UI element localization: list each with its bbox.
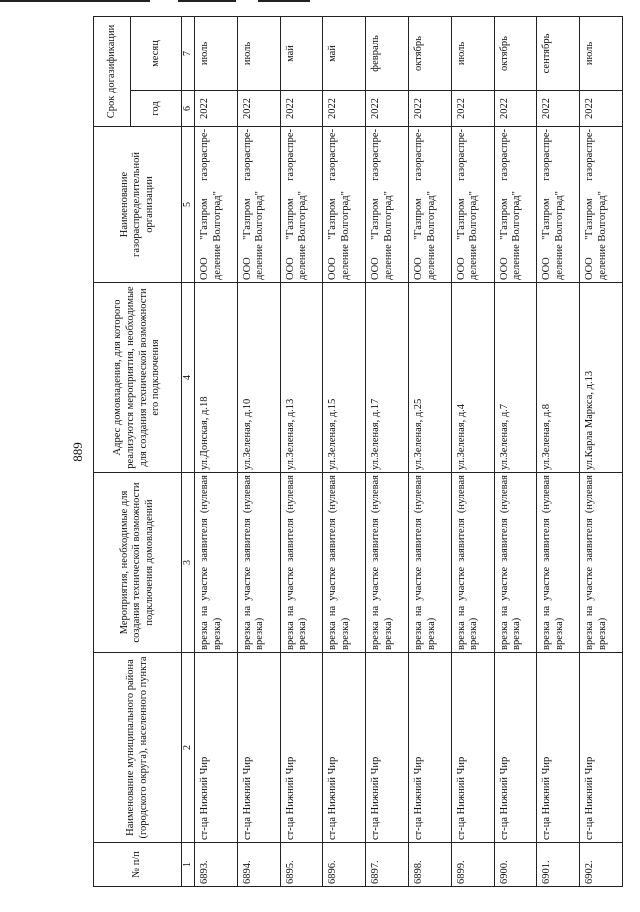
table-row: [451, 16, 494, 886]
row-measure: врезка на участке заявителя (нулевая врезка): [323, 473, 366, 653]
row-locality: ст-ца Нижний Чир: [408, 653, 451, 843]
page-number: 889: [70, 442, 85, 462]
row-address: ул.Зеленая, д.15: [323, 283, 366, 473]
column-number: 7: [182, 16, 195, 90]
header-month: месяц: [131, 16, 182, 90]
table-row: [537, 16, 580, 886]
column-number: 6: [182, 91, 195, 127]
row-number: 6899.: [451, 843, 494, 887]
top-scan-edge: [0, 0, 640, 5]
row-year: 2022: [280, 91, 323, 127]
row-locality: ст-ца Нижний Чир: [195, 653, 238, 843]
row-address: ул.Зеленая, д.7: [494, 283, 537, 473]
row-locality: ст-ца Нижний Чир: [366, 653, 409, 843]
row-month: июль: [195, 16, 238, 90]
row-month: июль: [237, 16, 280, 90]
row-month: июль: [451, 16, 494, 90]
row-address: ул.Зеленая, д.10: [237, 283, 280, 473]
row-organization: ООО "Газпром газораспре-деление Волгоград": [451, 127, 494, 283]
row-month: сентябрь: [537, 16, 580, 90]
row-measure: врезка на участке заявителя (нулевая врезка): [580, 473, 623, 653]
row-locality: ст-ца Нижний Чир: [451, 653, 494, 843]
header-number: № п/п: [94, 843, 182, 887]
row-year: 2022: [537, 91, 580, 127]
row-locality: ст-ца Нижний Чир: [494, 653, 537, 843]
row-address: ул.Карла Маркса, д.13: [580, 283, 623, 473]
row-measure: врезка на участке заявителя (нулевая врезка): [494, 473, 537, 653]
column-number: 5: [182, 127, 195, 283]
table-row: [408, 16, 451, 886]
row-address: ул.Зеленая, д.17: [366, 283, 409, 473]
row-address: ул.Зеленая, д.13: [280, 283, 323, 473]
row-year: 2022: [408, 91, 451, 127]
row-organization: ООО "Газпром газораспре-деление Волгоград": [280, 127, 323, 283]
table-row: [237, 16, 280, 886]
row-measure: врезка на участке заявителя (нулевая врезка): [451, 473, 494, 653]
row-year: 2022: [195, 91, 238, 127]
column-number: 3: [182, 473, 195, 653]
row-measure: врезка на участке заявителя (нулевая врезка): [280, 473, 323, 653]
row-organization: ООО "Газпром газораспре-деление Волгоград": [494, 127, 537, 283]
row-month: май: [280, 16, 323, 90]
header-locality: Наименование муниципального района (городского округа), населенного пункта: [94, 653, 182, 843]
row-organization: ООО "Газпром газораспре-деление Волгоград": [537, 127, 580, 283]
row-month: октябрь: [494, 16, 537, 90]
row-locality: ст-ца Нижний Чир: [237, 653, 280, 843]
row-number: 6896.: [323, 843, 366, 887]
header-year: год: [131, 91, 182, 127]
row-year: 2022: [494, 91, 537, 127]
row-number: 6901.: [537, 843, 580, 887]
table-row: [494, 16, 537, 886]
row-organization: ООО "Газпром газораспре-деление Волгоград": [237, 127, 280, 283]
row-address: ул.Донская, д.18: [195, 283, 238, 473]
row-month: июль: [580, 16, 623, 90]
row-address: ул.Зеленая, д.4: [451, 283, 494, 473]
row-organization: ООО "Газпром газораспре-деление Волгоград": [408, 127, 451, 283]
row-number: 6898.: [408, 843, 451, 887]
column-number-row: [182, 16, 195, 886]
column-number: 2: [182, 653, 195, 843]
gasification-table: [93, 16, 623, 887]
row-year: 2022: [366, 91, 409, 127]
row-address: ул.Зеленая, д.8: [537, 283, 580, 473]
row-number: 6902.: [580, 843, 623, 887]
row-number: 6897.: [366, 843, 409, 887]
table-row: [280, 16, 323, 886]
row-number: 6900.: [494, 843, 537, 887]
row-locality: ст-ца Нижний Чир: [323, 653, 366, 843]
table-row: [323, 16, 366, 886]
row-number: 6895.: [280, 843, 323, 887]
row-locality: ст-ца Нижний Чир: [537, 653, 580, 843]
row-number: 6893.: [195, 843, 238, 887]
row-organization: ООО "Газпром газораспре-деление Волгоград": [323, 127, 366, 283]
header-organization: Наименование газораспределительной организации: [94, 127, 182, 283]
row-organization: ООО "Газпром газораспре-деление Волгоград": [580, 127, 623, 283]
rotated-page: [70, 17, 640, 887]
row-measure: врезка на участке заявителя (нулевая врезка): [195, 473, 238, 653]
header-address: Адрес домовладения, для которого реализуются мероприятия, необходимые для создания технической возможности его подключения: [94, 283, 182, 473]
row-measure: врезка на участке заявителя (нулевая врезка): [237, 473, 280, 653]
table-row: [580, 16, 623, 886]
row-measure: врезка на участке заявителя (нулевая врезка): [366, 473, 409, 653]
row-year: 2022: [323, 91, 366, 127]
row-address: ул.Зеленая, д.25: [408, 283, 451, 473]
row-locality: ст-ца Нижний Чир: [280, 653, 323, 843]
header-row: [94, 16, 131, 886]
row-month: май: [323, 16, 366, 90]
row-year: 2022: [451, 91, 494, 127]
column-number: 1: [182, 843, 195, 887]
row-measure: врезка на участке заявителя (нулевая врезка): [408, 473, 451, 653]
row-measure: врезка на участке заявителя (нулевая врезка): [537, 473, 580, 653]
row-organization: ООО "Газпром газораспре-деление Волгоград": [195, 127, 238, 283]
row-number: 6894.: [237, 843, 280, 887]
row-year: 2022: [580, 91, 623, 127]
header-deadline: Срок догазификации: [94, 16, 131, 126]
row-locality: ст-ца Нижний Чир: [580, 653, 623, 843]
header-measures: Мероприятия, необходимые для создания технической возможности подключения домовладений: [94, 473, 182, 653]
column-number: 4: [182, 283, 195, 473]
row-month: февраль: [366, 16, 409, 90]
row-year: 2022: [237, 91, 280, 127]
row-month: октябрь: [408, 16, 451, 90]
table-row: [366, 16, 409, 886]
table-row: [195, 16, 238, 886]
row-organization: ООО "Газпром газораспре-деление Волгоград": [366, 127, 409, 283]
